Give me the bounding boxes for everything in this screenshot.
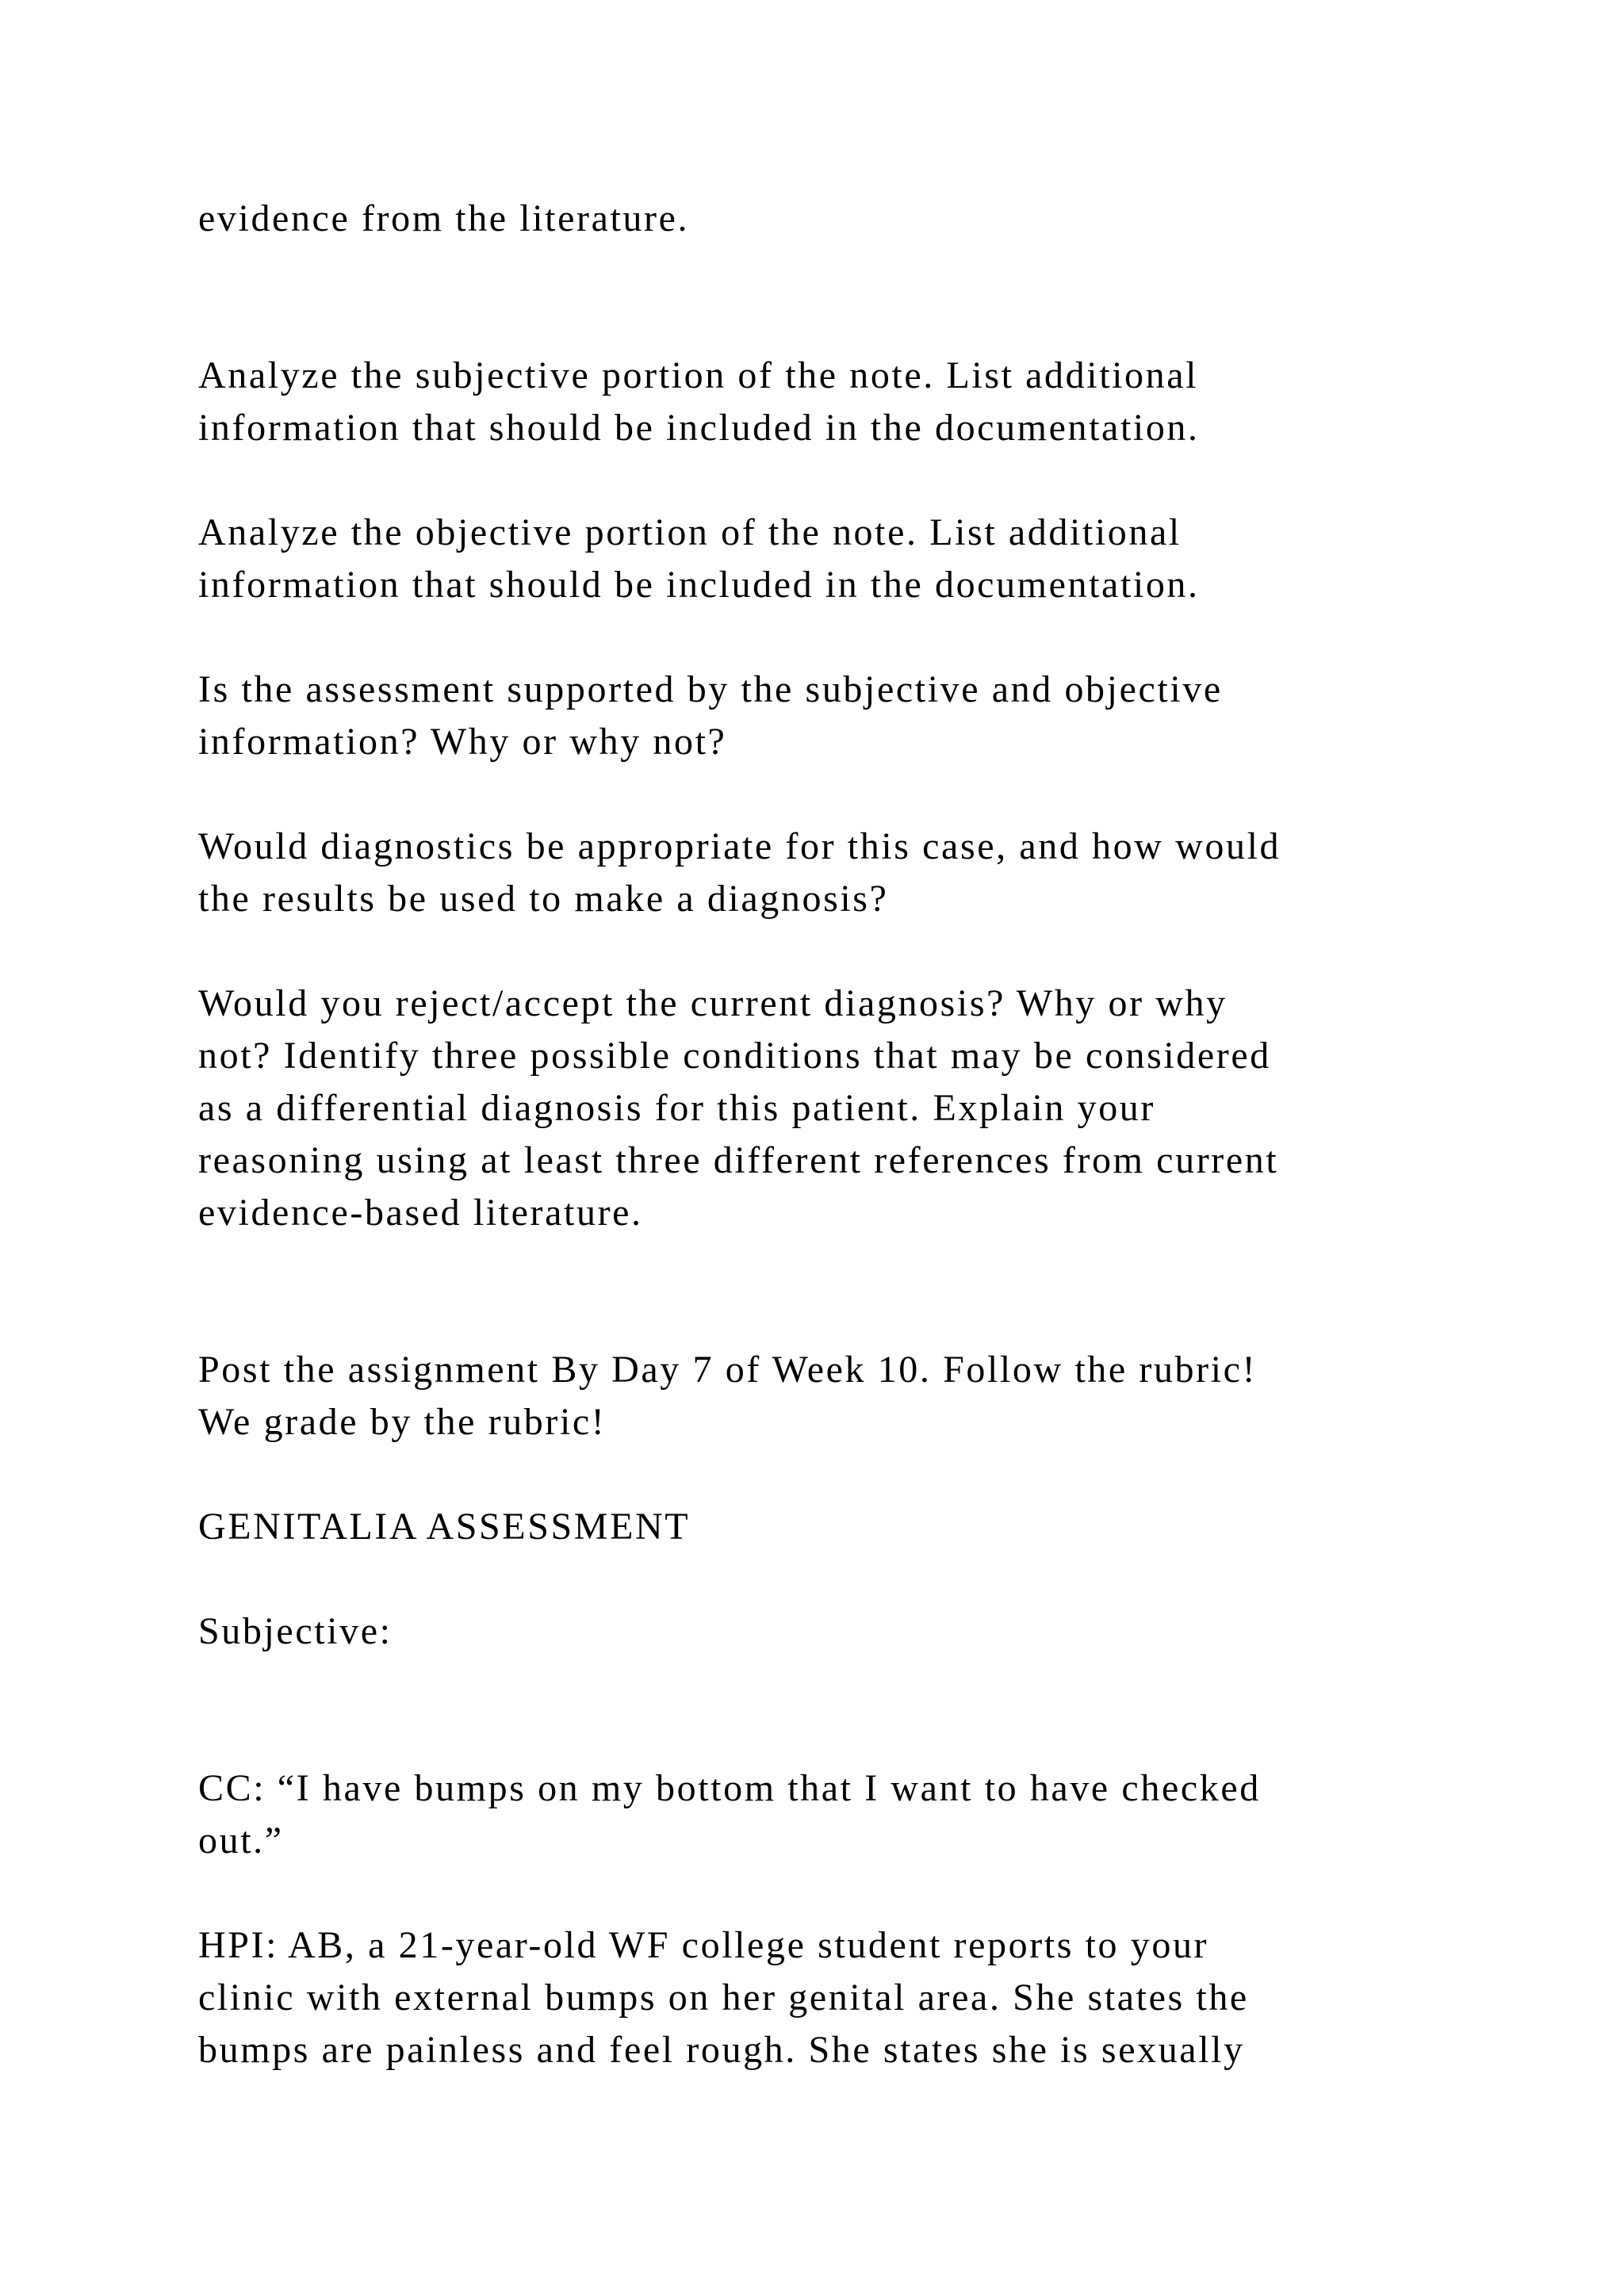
text-line: as a differential diagnosis for this patient. Explain your — [198, 1087, 1155, 1129]
section-heading: GENITALIA ASSESSMENT — [198, 1506, 691, 1548]
text-line: Is the assessment supported by the subjective and objective — [198, 668, 1223, 710]
text-line: CC: “I have bumps on my bottom that I want to have checked — [198, 1767, 1261, 1809]
text-line: evidence from the literature. — [198, 197, 690, 239]
text-line: Would you reject/accept the current diagnosis? Why or why — [198, 982, 1228, 1024]
text-line: not? Identify three possible conditions that may be considered — [198, 1035, 1271, 1077]
text-line: the results be used to make a diagnosis? — [198, 878, 889, 920]
subsection-heading: Subjective: — [198, 1610, 393, 1652]
text-line: information that should be included in the documentation. — [198, 407, 1200, 449]
text-line: evidence-based literature. — [198, 1192, 643, 1234]
text-line: Analyze the subjective portion of the note. List additional — [198, 354, 1199, 396]
text-line: Post the assignment By Day 7 of Week 10. Follow the rubric! — [198, 1349, 1258, 1391]
text-line: information? Why or why not? — [198, 721, 727, 763]
text-line: clinic with external bumps on her genital area. She states the — [198, 1976, 1249, 2019]
text-line: We grade by the rubric! — [198, 1401, 607, 1443]
text-line: HPI: AB, a 21-year-old WF college student reports to your — [198, 1924, 1209, 1966]
text-line: Would diagnostics be appropriate for this case, and how would — [198, 825, 1281, 867]
text-line: out.” — [198, 1820, 284, 1862]
text-line: reasoning using at least three different references from current — [198, 1139, 1279, 1181]
text-line: bumps are painless and feel rough. She states she is sexually — [198, 2029, 1245, 2071]
text-line: information that should be included in the documentation. — [198, 564, 1200, 606]
text-line: Analyze the objective portion of the note. List additional — [198, 511, 1182, 553]
